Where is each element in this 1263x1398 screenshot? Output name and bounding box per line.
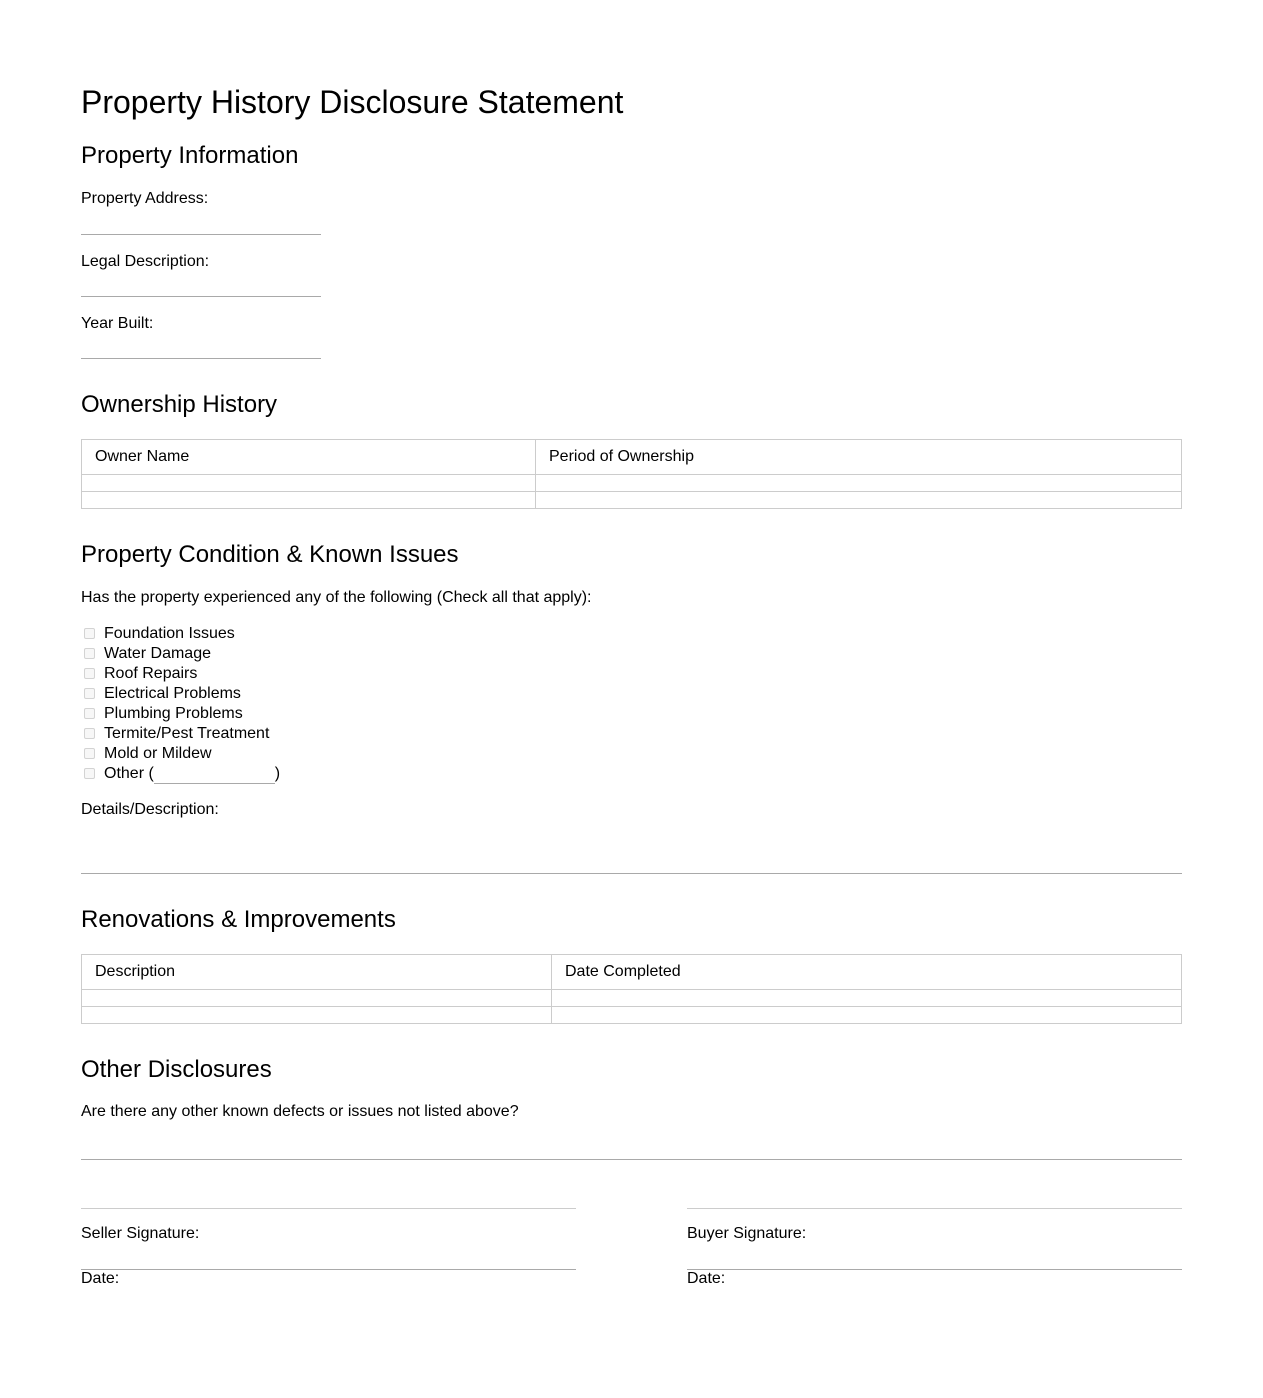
checklist-item-label: Foundation Issues (104, 625, 235, 642)
condition-prompt: Has the property experienced any of the following (Check all that apply): (81, 589, 592, 606)
column-header-period-of-ownership: Period of Ownership (536, 440, 1182, 475)
description-cell[interactable] (82, 1007, 552, 1024)
section-heading-property-condition: Property Condition & Known Issues (81, 541, 459, 568)
checkbox[interactable] (84, 748, 95, 759)
checklist-item-mold-or-mildew[interactable] (84, 744, 280, 764)
other-disclosures-field[interactable] (81, 1159, 1182, 1160)
table-row (82, 475, 1182, 492)
seller-signature-label: Seller Signature: (81, 1225, 200, 1242)
legal-description-field[interactable] (81, 296, 321, 297)
ownership-history-table (81, 439, 1182, 509)
other-disclosures-prompt: Are there any other known defects or issues not listed above? (81, 1103, 519, 1120)
checkbox[interactable] (84, 728, 95, 739)
table-row (82, 492, 1182, 509)
property-address-label: Property Address: (81, 190, 209, 207)
page-title: Property History Disclosure Statement (81, 84, 624, 120)
checklist-item-label: Plumbing Problems (104, 705, 243, 722)
checklist-item-label: Water Damage (104, 645, 211, 662)
checkbox[interactable] (84, 768, 95, 779)
section-heading-property-information: Property Information (81, 142, 299, 169)
date-completed-cell[interactable] (552, 1007, 1182, 1024)
checklist-item-label: Mold or Mildew (104, 745, 212, 762)
checkbox[interactable] (84, 628, 95, 639)
owner-name-cell[interactable] (82, 492, 536, 509)
checklist-item-label: Electrical Problems (104, 685, 241, 702)
seller-date-line[interactable] (81, 1269, 576, 1270)
checklist-item-roof-repairs[interactable] (84, 664, 280, 684)
checkbox[interactable] (84, 648, 95, 659)
renovations-table (81, 954, 1182, 1024)
date-completed-cell[interactable] (552, 990, 1182, 1007)
table-header-row (82, 955, 1182, 990)
checkbox[interactable] (84, 688, 95, 699)
table-row (82, 1007, 1182, 1024)
period-cell[interactable] (536, 475, 1182, 492)
checklist-item-label: Other ( (104, 765, 154, 782)
details-description-field[interactable] (81, 873, 1182, 874)
known-issues-checklist (84, 624, 280, 784)
checklist-item-label: Termite/Pest Treatment (104, 725, 270, 742)
buyer-signature-line[interactable] (687, 1208, 1182, 1209)
seller-date-label: Date: (81, 1270, 120, 1287)
checklist-item-water-damage[interactable] (84, 644, 280, 664)
checklist-item-electrical-problems[interactable] (84, 684, 280, 704)
checkbox[interactable] (84, 668, 95, 679)
year-built-field[interactable] (81, 358, 321, 359)
checklist-item-foundation-issues[interactable] (84, 624, 280, 644)
checklist-item-label: Roof Repairs (104, 665, 198, 682)
period-cell[interactable] (536, 492, 1182, 509)
section-heading-ownership-history: Ownership History (81, 391, 278, 418)
checklist-item-termite-pest-treatment[interactable] (84, 724, 280, 744)
legal-description-label: Legal Description: (81, 253, 210, 270)
section-heading-other-disclosures: Other Disclosures (81, 1056, 272, 1083)
table-row (82, 990, 1182, 1007)
section-heading-renovations: Renovations & Improvements (81, 906, 396, 933)
table-header-row (82, 440, 1182, 475)
year-built-label: Year Built: (81, 315, 154, 332)
buyer-signature-label: Buyer Signature: (687, 1225, 807, 1242)
checkbox[interactable] (84, 708, 95, 719)
description-cell[interactable] (82, 990, 552, 1007)
checklist-item-plumbing-problems[interactable] (84, 704, 280, 724)
column-header-description: Description (82, 955, 552, 990)
column-header-owner-name: Owner Name (82, 440, 536, 475)
checklist-item-other[interactable] (84, 764, 280, 784)
other-close-paren: ) (274, 765, 281, 782)
buyer-date-label: Date: (687, 1270, 726, 1287)
details-description-label: Details/Description: (81, 801, 219, 818)
column-header-date-completed: Date Completed (552, 955, 1182, 990)
seller-signature-line[interactable] (81, 1208, 576, 1209)
other-issue-input[interactable] (154, 765, 275, 784)
property-address-field[interactable] (81, 234, 321, 235)
owner-name-cell[interactable] (82, 475, 536, 492)
buyer-date-line[interactable] (687, 1269, 1182, 1270)
